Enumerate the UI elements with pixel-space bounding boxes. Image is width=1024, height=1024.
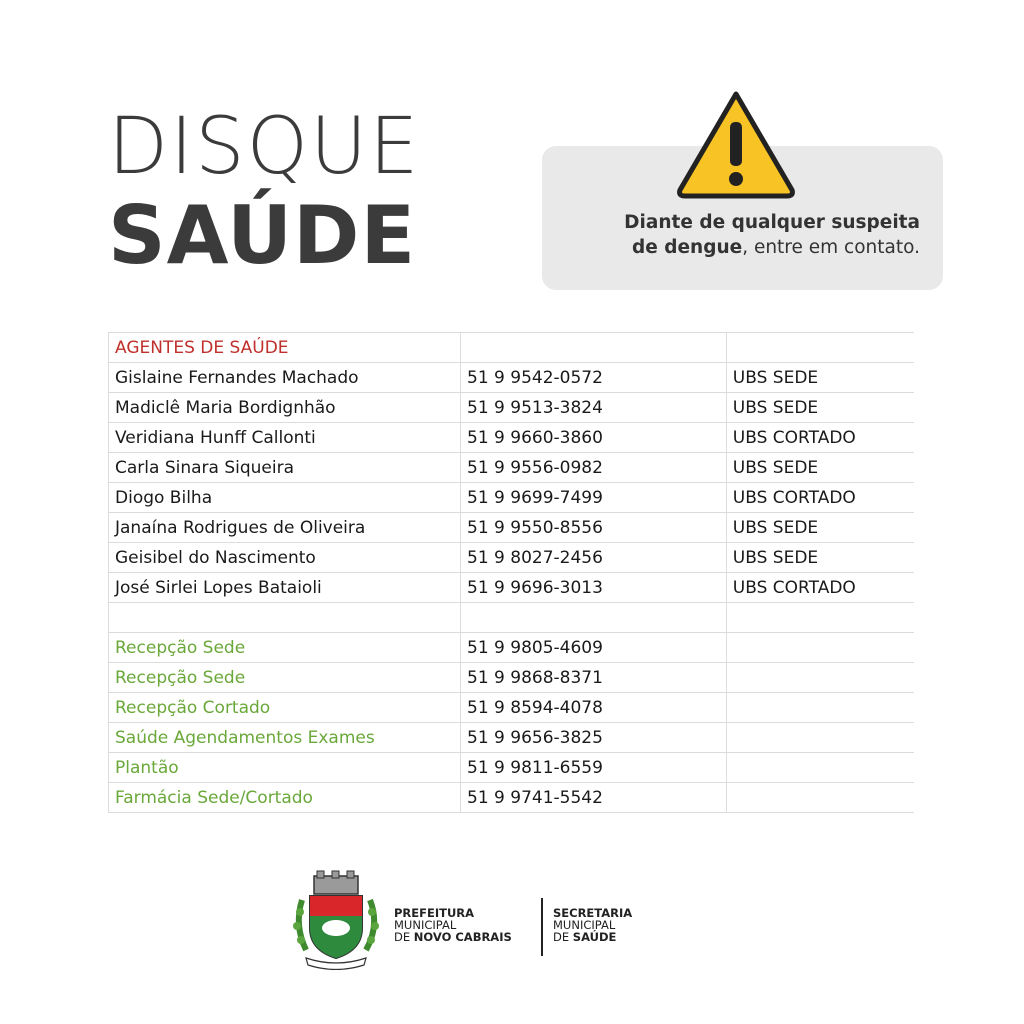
table-row [109, 753, 915, 783]
sec-line1: SECRETARIA [553, 906, 633, 920]
table-row [109, 633, 915, 663]
table-row [109, 693, 915, 723]
empty-cell [726, 663, 914, 693]
agent-phone: 51 9 9556-0982 [461, 453, 727, 483]
agent-name: José Sirlei Lopes Bataioli [109, 573, 461, 603]
agent-phone: 51 9 9696-3013 [461, 573, 727, 603]
sec-line2: MUNICIPAL [553, 918, 616, 932]
service-name: Recepção Sede [109, 633, 461, 663]
agent-phone: 51 9 9513-3824 [461, 393, 727, 423]
table-row [109, 393, 915, 423]
municipal-crest-icon [288, 870, 384, 970]
agent-unit: UBS CORTADO [726, 483, 914, 513]
table-row [109, 783, 915, 813]
notice-text [560, 210, 920, 260]
agent-unit: UBS SEDE [726, 513, 914, 543]
table-row [109, 363, 915, 393]
table-row [109, 453, 915, 483]
empty-cell [726, 633, 914, 663]
agent-unit: UBS SEDE [726, 453, 914, 483]
agent-phone: 51 9 8027-2456 [461, 543, 727, 573]
empty-cell [109, 603, 461, 633]
service-name: Saúde Agendamentos Exames [109, 723, 461, 753]
section-title: AGENTES DE SAÚDE [109, 333, 461, 363]
agent-unit: UBS SEDE [726, 363, 914, 393]
notice-line2-rest: , entre em contato. [742, 237, 920, 258]
title-disque: DISQUE [108, 102, 421, 192]
table-row [109, 423, 915, 453]
service-phone: 51 9 8594-4078 [461, 693, 727, 723]
pref-line2: MUNICIPAL [394, 918, 457, 932]
contacts-table [108, 332, 914, 813]
empty-cell [726, 723, 914, 753]
pref-line1: PREFEITURA [394, 906, 475, 920]
service-phone: 51 9 9741-5542 [461, 783, 727, 813]
pref-line3-bold: NOVO CABRAIS [413, 930, 512, 944]
service-phone: 51 9 9656-3825 [461, 723, 727, 753]
sec-line3-prefix: DE [553, 930, 573, 944]
service-name: Farmácia Sede/Cortado [109, 783, 461, 813]
agent-name: Geisibel do Nascimento [109, 543, 461, 573]
table-row [109, 663, 915, 693]
footer [288, 870, 668, 970]
footer-divider [541, 898, 543, 956]
agent-name: Madiclê Maria Bordignhão [109, 393, 461, 423]
table-row [109, 483, 915, 513]
agent-phone: 51 9 9550-8556 [461, 513, 727, 543]
agent-name: Veridiana Hunff Callonti [109, 423, 461, 453]
empty-cell [461, 603, 727, 633]
service-name: Plantão [109, 753, 461, 783]
agent-unit: UBS CORTADO [726, 423, 914, 453]
sec-line3-bold: SAÚDE [572, 930, 617, 944]
warning-icon [674, 88, 798, 200]
agent-name: Janaína Rodrigues de Oliveira [109, 513, 461, 543]
prefeitura-label [394, 907, 512, 943]
agent-name: Diogo Bilha [109, 483, 461, 513]
agent-name: Carla Sinara Siqueira [109, 453, 461, 483]
empty-cell [726, 753, 914, 783]
title-saude: SAÚDE [108, 189, 417, 282]
agent-phone: 51 9 9699-7499 [461, 483, 727, 513]
agent-unit: UBS SEDE [726, 393, 914, 423]
secretaria-label [553, 907, 632, 943]
sec-line3 [553, 931, 632, 943]
table-row [109, 513, 915, 543]
table-row [109, 723, 915, 753]
notice-line2-bold: de dengue [632, 237, 743, 258]
agent-phone: 51 9 9542-0572 [461, 363, 727, 393]
table-row [109, 333, 915, 363]
empty-cell [726, 603, 914, 633]
pref-line3 [394, 931, 512, 943]
service-name: Recepção Sede [109, 663, 461, 693]
agent-unit: UBS CORTADO [726, 573, 914, 603]
service-name: Recepção Cortado [109, 693, 461, 723]
agent-phone: 51 9 9660-3860 [461, 423, 727, 453]
service-phone: 51 9 9811-6559 [461, 753, 727, 783]
service-phone: 51 9 9805-4609 [461, 633, 727, 663]
empty-cell [726, 693, 914, 723]
agent-unit: UBS SEDE [726, 543, 914, 573]
pref-line3-prefix: DE [394, 930, 414, 944]
empty-cell [461, 333, 727, 363]
notice-line1: Diante de qualquer suspeita [624, 212, 920, 233]
agent-name: Gislaine Fernandes Machado [109, 363, 461, 393]
table-row [109, 603, 915, 633]
empty-cell [726, 333, 914, 363]
service-phone: 51 9 9868-8371 [461, 663, 727, 693]
table-row [109, 573, 915, 603]
table-row [109, 543, 915, 573]
empty-cell [726, 783, 914, 813]
